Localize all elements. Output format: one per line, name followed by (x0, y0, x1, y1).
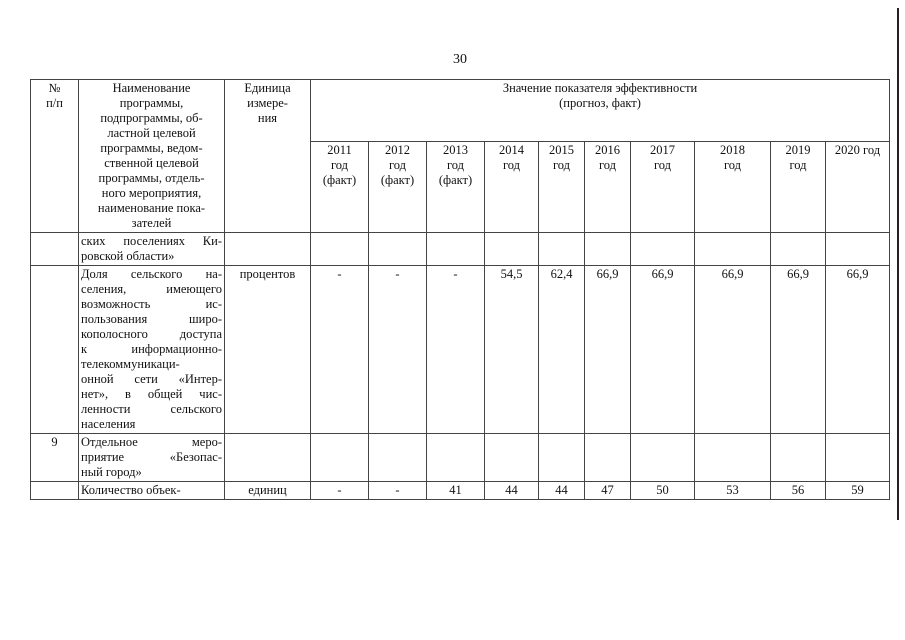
value-cell-2019 (771, 434, 826, 482)
indicator-name (79, 266, 225, 434)
col-header-name (79, 80, 225, 233)
name-header-line: Наименование (112, 81, 191, 95)
values-header-line: Значение показателя эффективности (502, 81, 698, 95)
indicator-unit: единиц (225, 482, 311, 500)
indicator-name-line: селения, имеющего (81, 282, 222, 296)
value-cell-2013: - (427, 266, 485, 434)
year-header-line: 2019 (785, 143, 811, 158)
scan-edge-line (897, 8, 899, 520)
indicator-name-line: пользования широ- (81, 312, 222, 326)
col-header-values (311, 80, 890, 142)
name-header-line: ственной целевой (104, 156, 199, 170)
indicator-unit: процентов (225, 266, 311, 434)
year-header-2 (369, 142, 427, 233)
indicator-name-line: Отдельное меро- (81, 435, 222, 449)
year-header-7 (631, 142, 695, 233)
year-header-3 (427, 142, 485, 233)
value-cell-2018 (695, 233, 771, 266)
value-cell-2015 (539, 434, 585, 482)
num-header-line-2: п/п (46, 96, 63, 110)
value-cell-2012: - (369, 482, 427, 500)
value-cell-2015: 44 (539, 482, 585, 500)
name-header-line: зателей (131, 216, 172, 230)
year-header-line: год (552, 158, 571, 173)
year-header-line: 2015 (549, 143, 574, 158)
value-cell-2018 (695, 434, 771, 482)
value-cell-2018: 66,9 (695, 266, 771, 434)
table-row (31, 434, 890, 482)
value-cell-2011 (311, 233, 369, 266)
indicator-name-line: приятие «Безопас- (81, 450, 222, 464)
value-cell-2020 (826, 233, 890, 266)
year-header-line: 2012 (385, 143, 410, 158)
value-cell-2016: 47 (585, 482, 631, 500)
value-cell-2011: - (311, 266, 369, 434)
year-header-line: 2011 (327, 143, 352, 158)
indicator-name (79, 434, 225, 482)
value-cell-2015: 62,4 (539, 266, 585, 434)
header-row-1 (31, 80, 890, 142)
year-header-1 (311, 142, 369, 233)
row-number (31, 266, 79, 434)
value-cell-2013: 41 (427, 482, 485, 500)
value-cell-2020: 66,9 (826, 266, 890, 434)
year-header-9 (771, 142, 826, 233)
value-cell-2014: 54,5 (485, 266, 539, 434)
name-header-line: программы, ведом- (100, 141, 203, 155)
year-header-line: год (502, 158, 521, 173)
value-cell-2016 (585, 233, 631, 266)
indicator-name-line: телекоммуникаци- (81, 357, 180, 371)
year-header-line: год (723, 158, 742, 173)
year-header-6 (585, 142, 631, 233)
value-cell-2012 (369, 233, 427, 266)
value-cell-2016: 66,9 (585, 266, 631, 434)
indicator-name-line: Количество объек- (81, 483, 181, 497)
value-cell-2020: 59 (826, 482, 890, 500)
indicator-name-line: Доля сельского на- (81, 267, 222, 281)
value-cell-2017: 50 (631, 482, 695, 500)
name-header-line: программы, отдель- (98, 171, 205, 185)
table-row (31, 233, 890, 266)
value-cell-2019: 56 (771, 482, 826, 500)
indicator-name-line: ровской области» (81, 249, 175, 263)
value-cell-2017: 66,9 (631, 266, 695, 434)
value-cell-2016 (585, 434, 631, 482)
unit-header-line: измере- (247, 96, 288, 110)
name-header-line: ного мероприятия, (101, 186, 202, 200)
year-header-line: 2020 год (834, 143, 881, 158)
name-header-line: наименование пока- (97, 201, 206, 215)
row-number: 9 (31, 434, 79, 482)
year-header-line: (факт) (438, 173, 473, 188)
values-header-line: (прогноз, факт) (559, 96, 641, 110)
indicator-name-line: нет», в общей чис- (81, 387, 222, 401)
page-number: 30 (453, 52, 467, 67)
year-header-line: год (598, 158, 617, 173)
name-header-line: ластной целевой (107, 126, 196, 140)
value-cell-2013 (427, 233, 485, 266)
unit-header-line: Единица (244, 81, 291, 95)
name-header-line: подпрограммы, об- (100, 111, 203, 125)
table-row (31, 266, 890, 434)
year-header-line: 2016 (595, 143, 620, 158)
col-header-number (31, 80, 79, 233)
row-number (31, 233, 79, 266)
value-cell-2013 (427, 434, 485, 482)
value-cell-2017 (631, 434, 695, 482)
year-header-4 (485, 142, 539, 233)
year-header-line: год (388, 158, 407, 173)
value-cell-2011 (311, 434, 369, 482)
value-cell-2019: 66,9 (771, 266, 826, 434)
indicator-name-line: населения (81, 417, 136, 431)
value-cell-2020 (826, 434, 890, 482)
value-cell-2017 (631, 233, 695, 266)
year-header-line: 2014 (499, 143, 524, 158)
indicator-unit (225, 434, 311, 482)
row-number (31, 482, 79, 500)
indicators-table (30, 79, 890, 500)
value-cell-2012: - (369, 266, 427, 434)
year-header-line: (факт) (380, 173, 415, 188)
year-header-8 (695, 142, 771, 233)
table-row (31, 482, 890, 500)
year-header-line: 2018 (720, 143, 745, 158)
value-cell-2014: 44 (485, 482, 539, 500)
year-header-line: 2017 (650, 143, 675, 158)
unit-header-line: ния (257, 111, 278, 125)
value-cell-2011: - (311, 482, 369, 500)
indicator-name-line: ских поселениях Ки- (81, 234, 222, 248)
year-header-line: год (789, 158, 807, 173)
num-header-line-1: № (48, 81, 61, 95)
indicator-name-line: к информационно- (81, 342, 222, 356)
year-header-line: год (653, 158, 672, 173)
name-header-line: программы, (119, 96, 184, 110)
indicator-name-line: онной сети «Интер- (81, 372, 222, 386)
value-cell-2015 (539, 233, 585, 266)
year-header-line: 2013 (443, 143, 468, 158)
year-header-line: год (446, 158, 465, 173)
value-cell-2018: 53 (695, 482, 771, 500)
indicator-name-line: ный город» (81, 465, 142, 479)
indicator-name-line: возможность ис- (81, 297, 222, 311)
year-header-line: год (330, 158, 349, 173)
year-header-line: (факт) (322, 173, 357, 188)
value-cell-2012 (369, 434, 427, 482)
indicator-unit (225, 233, 311, 266)
indicator-name (79, 233, 225, 266)
indicator-name-line: ленности сельского (81, 402, 222, 416)
year-header-5 (539, 142, 585, 233)
indicator-name-line: кополосного доступа (81, 327, 222, 341)
indicator-name (79, 482, 225, 500)
value-cell-2019 (771, 233, 826, 266)
col-header-unit (225, 80, 311, 233)
year-header-10 (826, 142, 890, 233)
value-cell-2014 (485, 434, 539, 482)
value-cell-2014 (485, 233, 539, 266)
